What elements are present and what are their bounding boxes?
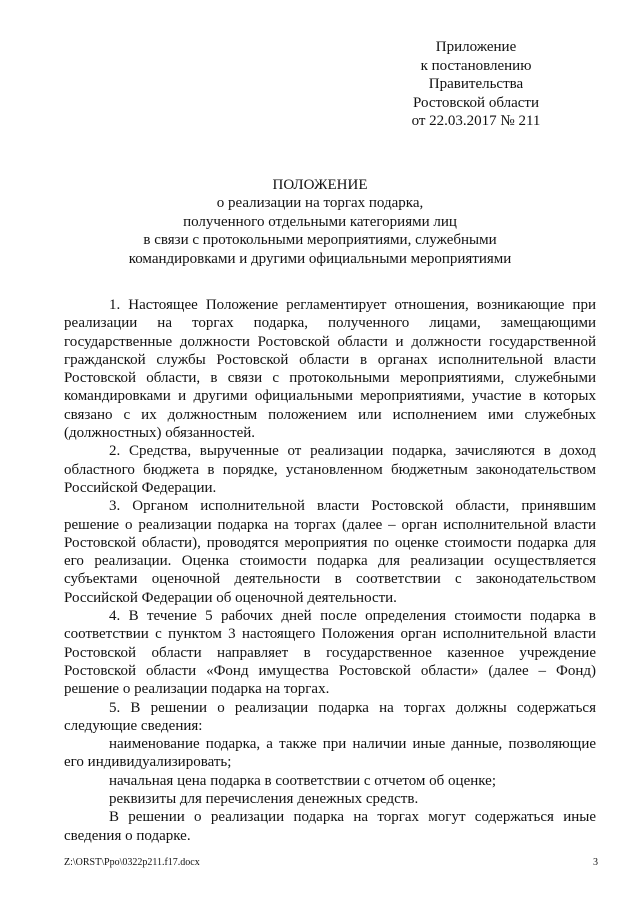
paragraph: 2. Средства, вырученные от реализации подарка, зачисляются в доход областного бюджета в порядке, установленном бюджетным законодательством Российской Федерации. [64,443,596,496]
paragraph: 1. Настоящее Положение регламентирует отношения, возникающие при реализации на торгах подарка, полученного лицами, замещающими государственные должности Ростовской области и должности государственной гражданской службы Ростовской области в органах исполнительной власти Ростовской области, в связи с протокольными мероприятиями, служебными командировками и другими официальными мероприятиями, участие в которых связано с их должностным положением или исполнением ими служебных (должностных) обязанностей. [64,297,596,442]
page-number: 3 [593,857,598,868]
document-body [64,296,596,845]
document-title [64,176,576,268]
appendix-line: Ростовской области [413,94,539,111]
title-line: командировками и другими официальными мероприятиями [128,250,512,267]
appendix-line: к постановлению [420,57,532,74]
title-line: полученного отдельными категориями лиц [183,213,457,230]
appendix-block [376,38,576,131]
footer-file-path: Z:\ORST\Ppo\0322p211.f17.docx [64,857,200,868]
title-line: о реализации на торгах подарка, [216,195,424,212]
paragraph: 4. В течение 5 рабочих дней после определения стоимости подарка в соответствии с пунктом 3 настоящего Положения орган исполнительной власти Ростовской области направляет в государственное казенное учреждение Ростовской области «Фонд имущества Ростовской области» (далее – Фонд) решение о реализации подарка на торгах. [64,608,596,698]
appendix-line: Правительства [428,76,524,93]
paragraph: В решении о реализации подарка на торгах могут содержаться иные сведения о подарке. [64,809,596,844]
title-heading: ПОЛОЖЕНИЕ [272,177,368,193]
appendix-line: Приложение [435,39,517,55]
title-line: в связи с протокольными мероприятиями, служебными [143,232,497,249]
paragraph: начальная цена подарка в соответствии с отчетом об оценке; [109,772,497,789]
paragraph: наименование подарка, а также при наличии иные данные, позволяющие его индивидуализировать; [64,736,596,771]
paragraph: 5. В решении о реализации подарка на торгах должны содержаться следующие сведения: [64,699,596,734]
paragraph: реквизиты для перечисления денежных средств. [109,791,419,808]
appendix-line: от 22.03.2017 № 211 [411,113,541,130]
paragraph: 3. Органом исполнительной власти Ростовской области, принявшим решение о реализации подарка на торгах (далее – орган исполнительной власти Ростовской области), проводятся мероприятия по оценке стоимости подарка для его реализации. Оценка стоимости подарка для реализации осуществляется субъектами оценочной деятельности в соответствии с законодательством Российской Федерации об оценочной деятельности. [64,498,596,606]
